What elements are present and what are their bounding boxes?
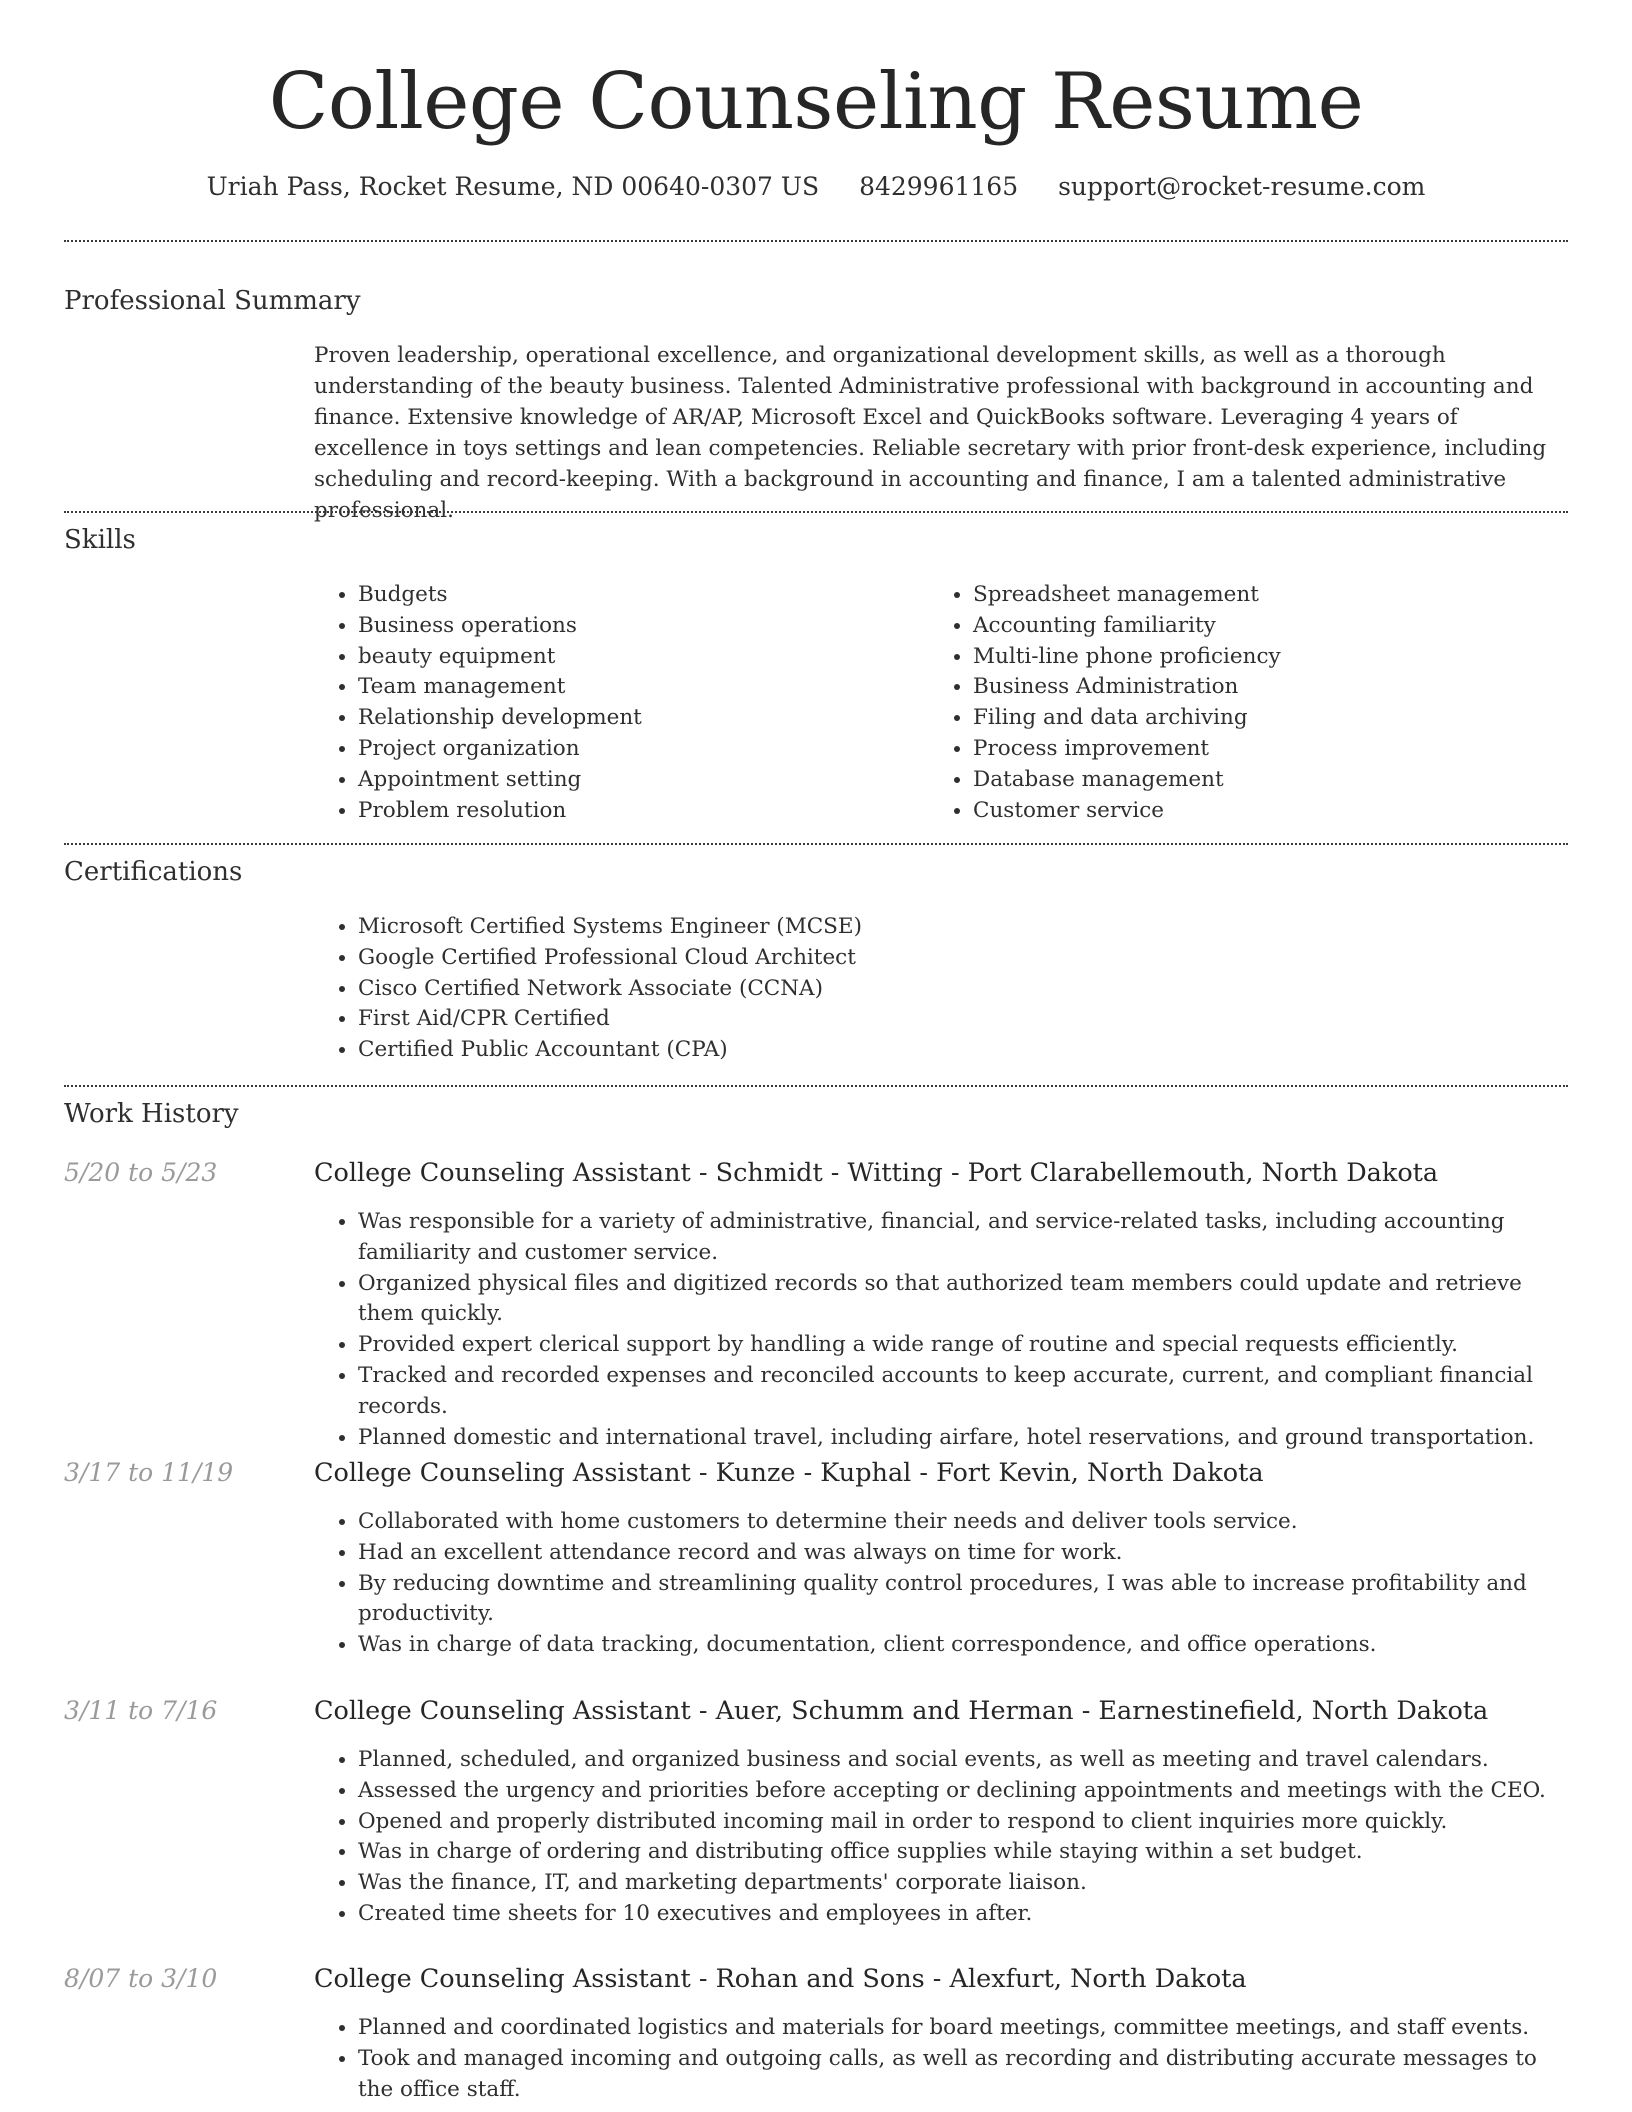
certification-item: • Certified Public Accountant (CPA) bbox=[358, 1035, 1568, 1066]
section-divider bbox=[64, 511, 1568, 513]
skill-item: • Problem resolution bbox=[358, 796, 929, 827]
job-duty: • Planned, scheduled, and organized business and social events, as well as meeting and travel calendars. bbox=[358, 1745, 1568, 1776]
certification-item: • First Aid/CPR Certified bbox=[358, 1004, 1568, 1035]
job-dates: 3/17 to 11/19 bbox=[64, 1458, 234, 1487]
job-duties bbox=[314, 2013, 1568, 2105]
skill-item: • Filing and data archiving bbox=[973, 703, 1544, 734]
section-divider bbox=[64, 1085, 1568, 1087]
job-duty: • Planned and coordinated logistics and materials for board meetings, committee meetings, and staff events. bbox=[358, 2013, 1568, 2044]
job-duty: • Collaborated with home customers to determine their needs and deliver tools service. bbox=[358, 1507, 1568, 1538]
skill-item: • Project organization bbox=[358, 734, 929, 765]
work-history-heading: Work History bbox=[64, 1099, 239, 1129]
certifications-heading: Certifications bbox=[64, 857, 243, 887]
job-duty: • Created time sheets for 10 executives and employees in after. bbox=[358, 1899, 1568, 1930]
contact-phone: 8429961165 bbox=[859, 172, 1019, 201]
skill-item: • Relationship development bbox=[358, 703, 929, 734]
skill-item: • Database management bbox=[973, 765, 1544, 796]
contact-line bbox=[0, 170, 1632, 204]
job-duty: • Took and managed incoming and outgoing calls, as well as recording and distributing accurate messages to the office staff. bbox=[358, 2044, 1568, 2106]
skill-item: • Business Administration bbox=[973, 672, 1544, 703]
section-divider bbox=[64, 843, 1568, 845]
skills-heading: Skills bbox=[64, 525, 136, 555]
skill-item: • beauty equipment bbox=[358, 642, 929, 673]
resume-header bbox=[0, 52, 1632, 204]
skill-item: • Customer service bbox=[973, 796, 1544, 827]
certifications-list bbox=[314, 912, 1568, 1066]
certification-item: • Google Certified Professional Cloud Architect bbox=[358, 943, 1568, 974]
job-dates: 5/20 to 5/23 bbox=[64, 1158, 218, 1187]
skill-item: • Team management bbox=[358, 672, 929, 703]
job-duty: • Was responsible for a variety of administrative, financial, and service-related tasks, including accounting familiarity and customer service. bbox=[358, 1207, 1568, 1269]
job-dates: 3/11 to 7/16 bbox=[64, 1696, 218, 1725]
summary-text: Proven leadership, operational excellence, and organizational development skills, as well as a thorough understanding of the beauty business. Talented Administrative professional with background in accounting and finance. Extensive knowledge of AR/AP, Microsoft Excel and QuickBooks software. Leveraging 4 years of excellence in toys settings and lean competencies. Reliable secretary with prior front-desk experience, including scheduling and record-keeping. With a background in accounting and finance, I am a talented administrative professional. bbox=[314, 343, 1547, 523]
job-title: College Counseling Assistant - Rohan and Sons - Alexfurt, North Dakota bbox=[314, 1964, 1247, 1994]
job-duty: • By reducing downtime and streamlining quality control procedures, I was able to increase profitability and productivity. bbox=[358, 1569, 1568, 1631]
job-title: College Counseling Assistant - Schmidt - Witting - Port Clarabellemouth, North Dakota bbox=[314, 1158, 1439, 1188]
job-title: College Counseling Assistant - Auer, Schumm and Herman - Earnestinefield, North Dakota bbox=[314, 1696, 1489, 1726]
contact-email: support@rocket-resume.com bbox=[1058, 172, 1426, 201]
job-title: College Counseling Assistant - Kunze - Kuphal - Fort Kevin, North Dakota bbox=[314, 1458, 1264, 1488]
job-duty: • Provided expert clerical support by handling a wide range of routine and special requests efficiently. bbox=[358, 1330, 1568, 1361]
certification-item: • Cisco Certified Network Associate (CCNA) bbox=[358, 974, 1568, 1005]
skill-item: • Business operations bbox=[358, 611, 929, 642]
skill-item: • Accounting familiarity bbox=[973, 611, 1544, 642]
job-duty: • Assessed the urgency and priorities before accepting or declining appointments and meetings with the CEO. bbox=[358, 1776, 1568, 1807]
summary-heading: Professional Summary bbox=[64, 286, 361, 316]
skill-item: • Spreadsheet management bbox=[973, 580, 1544, 611]
skills-list bbox=[314, 580, 1568, 826]
skills-column-right bbox=[929, 580, 1544, 826]
job-dates: 8/07 to 3/10 bbox=[64, 1964, 218, 1993]
certification-item: • Microsoft Certified Systems Engineer (MCSE) bbox=[358, 912, 1568, 943]
skill-item: • Process improvement bbox=[973, 734, 1544, 765]
job-duties bbox=[314, 1507, 1568, 1661]
skill-item: • Budgets bbox=[358, 580, 929, 611]
job-duty: • Was in charge of data tracking, documentation, client correspondence, and office operations. bbox=[358, 1630, 1568, 1661]
contact-address: Uriah Pass, Rocket Resume, ND 00640-0307 US bbox=[206, 172, 820, 201]
job-duties bbox=[314, 1207, 1568, 1453]
skill-item: • Appointment setting bbox=[358, 765, 929, 796]
job-duty: • Opened and properly distributed incoming mail in order to respond to client inquiries more quickly. bbox=[358, 1807, 1568, 1838]
job-duty: • Organized physical files and digitized records so that authorized team members could update and retrieve them quickly. bbox=[358, 1269, 1568, 1331]
job-duty: • Had an excellent attendance record and was always on time for work. bbox=[358, 1538, 1568, 1569]
job-duties bbox=[314, 1745, 1568, 1930]
job-duty: • Was the finance, IT, and marketing departments' corporate liaison. bbox=[358, 1868, 1568, 1899]
job-duty: • Was in charge of ordering and distributing office supplies while staying within a set budget. bbox=[358, 1837, 1568, 1868]
resume-title: College Counseling Resume bbox=[268, 57, 1364, 147]
skill-item: • Multi-line phone proficiency bbox=[973, 642, 1544, 673]
job-duty: • Tracked and recorded expenses and reconciled accounts to keep accurate, current, and compliant financial records. bbox=[358, 1361, 1568, 1423]
skills-column-left bbox=[314, 580, 929, 826]
section-divider bbox=[64, 240, 1568, 242]
job-duty: • Planned domestic and international travel, including airfare, hotel reservations, and ground transportation. bbox=[358, 1423, 1568, 1454]
